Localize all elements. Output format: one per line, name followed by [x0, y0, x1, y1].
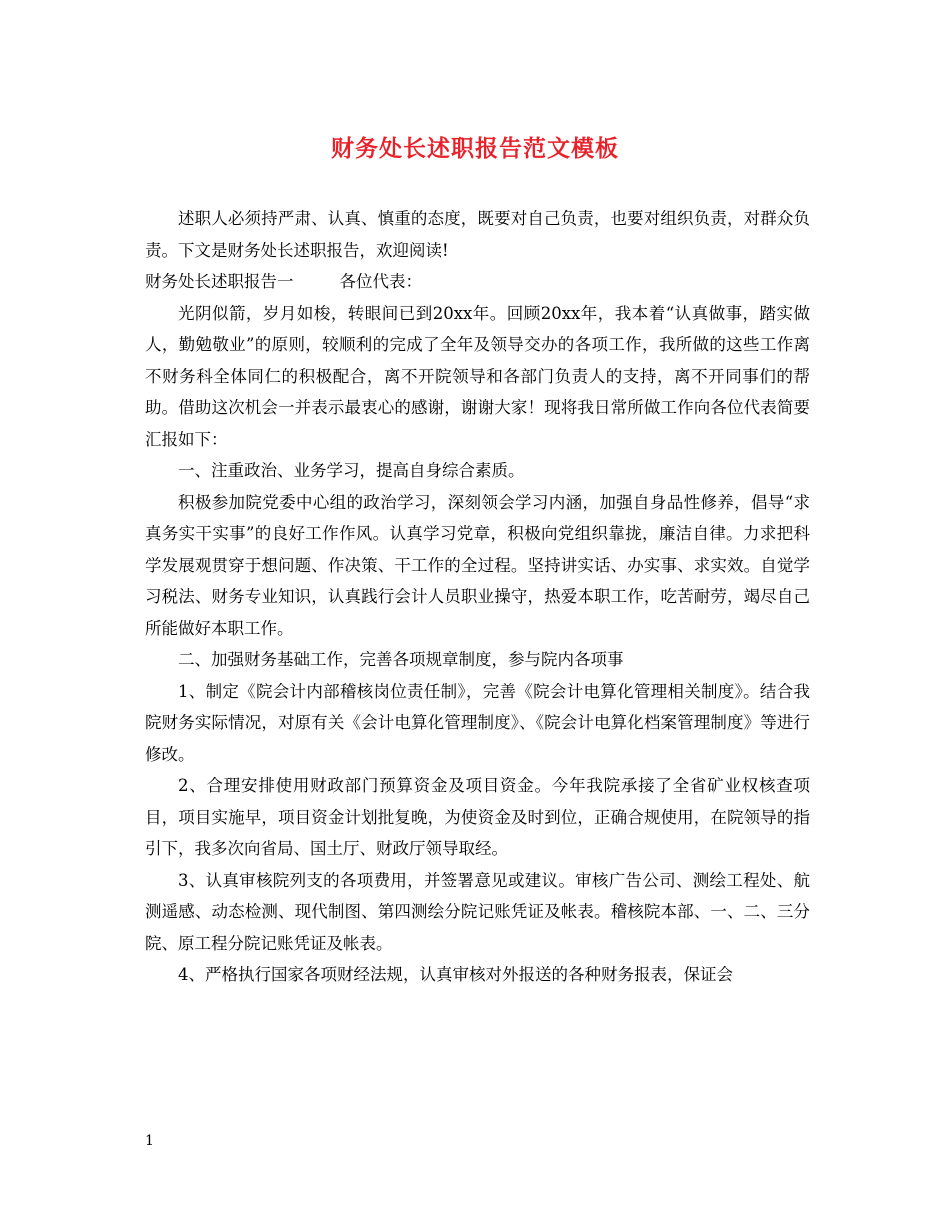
item-4-paragraph: 4、严格执行国家各项财经法规，认真审核对外报送的各种财务报表，保证会 — [178, 965, 733, 984]
document-title: 财务处长述职报告范文模板 — [331, 135, 619, 162]
section-1-paragraph: 积极参加院党委中心组的政治学习，深刻领会学习内涵，加强自身品性修养，倡导“求真务实干实事”的良好工作作风。认真学习党章，积极向党组织靠拢，廉洁自律。力求把科学发展观贯穿于想问题、作决策、干工作的全过程。坚持讲实话、办实事、求实效。自觉学习税法、财务专业知识，认真践行会计人员职业操守，热爱本职工作，吃苦耐劳，竭尽自己所能做好本职工作。 — [145, 492, 810, 638]
page-number: 1 — [145, 1133, 154, 1149]
report-heading: 财务处长述职报告一 — [145, 272, 294, 291]
item-1-paragraph: 1、制定《院会计内部稽核岗位责任制》，完善《院会计电算化管理相关制度》。结合我院财务实际情况，对原有关《会计电算化管理制度》、《院会计电算化档案管理制度》等进行修改。 — [145, 681, 810, 764]
section-heading-2: 二、加强财务基础工作，完善各项规章制度，参与院内各项事 — [178, 650, 624, 669]
section-heading-1: 一、注重政治、业务学习，提高自身综合素质。 — [178, 461, 525, 480]
report-heading-line — [145, 266, 810, 298]
intro-paragraph: 述职人必须持严肃、认真、慎重的态度，既要对自己负责，也要对组织负责，对群众负责。下文是财务处长述职报告，欢迎阅读! — [145, 209, 810, 260]
opening-paragraph: 光阴似箭，岁月如梭，转眼间已到20xx年。回顾20xx年，我本着“认真做事，踏实做人，勤勉敬业”的原则，较顺利的完成了全年及领导交办的各项工作，我所做的这些工作离不财务科全体同仁的积极配合，离不开院领导和各部门负责人的支持，离不开同事们的帮助。借助这次机会一并表示最衷心的感谢，谢谢大家！现将我日常所做工作向各位代表简要汇报如下： — [145, 303, 810, 449]
item-3-paragraph: 3、认真审核院列支的各项费用，并签署意见或建议。审核广告公司、测绘工程处、航测遥感、动态检测、现代制图、第四测绘分院记账凭证及帐表。稽核院本部、一、二、三分院、原工程分院记账凭证及帐表。 — [145, 870, 810, 953]
item-2-paragraph: 2、合理安排使用财政部门预算资金及项目资金。今年我院承接了全省矿业权核查项目，项目实施早，项目资金计划批复晚，为使资金及时到位，正确合规使用，在院领导的指引下，我多次向省局、国土厅、财政厅领导取经。 — [145, 776, 810, 858]
document-body — [145, 203, 810, 991]
salutation: 各位代表： — [339, 272, 422, 291]
